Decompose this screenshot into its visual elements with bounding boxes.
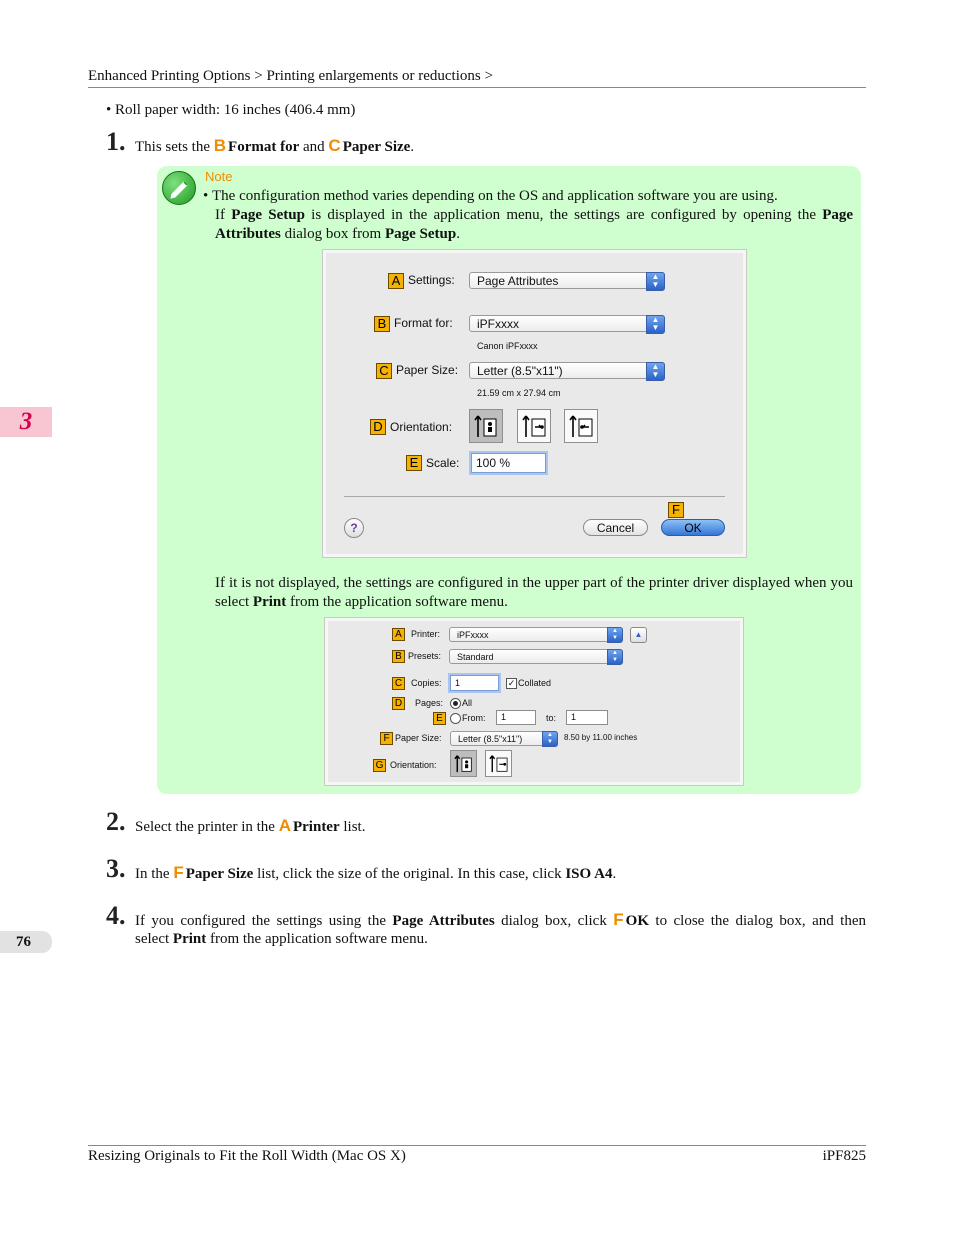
- settings-popup[interactable]: [469, 272, 665, 289]
- breadcrumb-link-enlargements[interactable]: Printing enlargements or reductions: [266, 68, 481, 84]
- marker-c: C: [328, 136, 341, 155]
- cancel-button[interactable]: Cancel: [583, 519, 648, 536]
- page-setup-ref-2: Page Setup: [384, 226, 457, 242]
- paper-size-value: Letter (8.5"x11"): [458, 734, 523, 744]
- step-4-line-1: [135, 910, 866, 931]
- pages-from-label: From:: [462, 713, 486, 723]
- step-2-end: list.: [343, 819, 366, 835]
- breadcrumb-separator: >: [484, 68, 493, 84]
- note-text: from the application software menu.: [289, 594, 508, 610]
- step-1-end: .: [410, 139, 415, 155]
- marker-b: B: [213, 136, 227, 155]
- marker-b: B: [374, 316, 390, 332]
- presets-value: Standard: [457, 652, 494, 662]
- popup-arrows-icon: ▲ ▼: [607, 627, 623, 643]
- pencil-icon: [162, 171, 196, 205]
- ok-button[interactable]: OK: [661, 519, 725, 536]
- scale-label: Scale:: [426, 456, 460, 470]
- paper-size-label: Paper Size:: [396, 363, 459, 377]
- bullet-dot: •: [203, 188, 213, 204]
- step-number-4: 4.: [106, 901, 126, 930]
- step-number-1: 1.: [106, 127, 126, 156]
- breadcrumb-link-enhanced[interactable]: Enhanced Printing Options: [88, 68, 251, 84]
- paper-size-label: Paper Size:: [395, 733, 442, 743]
- step-4-end: from the application software menu.: [209, 931, 428, 947]
- marker-e: E: [433, 712, 446, 725]
- settings-label: Settings:: [408, 273, 455, 287]
- marker-f: F: [668, 502, 684, 518]
- print-dialog: [324, 617, 744, 786]
- note-line-2b: [215, 225, 460, 244]
- orientation-landscape-left-button[interactable]: [517, 409, 551, 443]
- paper-size-subtext: 21.59 cm x 27.94 cm: [477, 388, 561, 398]
- note-paragraph-2: [215, 574, 853, 612]
- roll-width-bullet: [106, 101, 355, 120]
- format-for-label: Format for: [228, 139, 300, 155]
- page-attributes-dialog: [322, 249, 747, 558]
- breadcrumb: [88, 67, 493, 86]
- note-bullet: [203, 187, 778, 206]
- page-setup-ref: Page Setup: [231, 207, 305, 223]
- step-2-text: [135, 816, 365, 837]
- step-4-mid2-a: to close the dialog box, and then: [655, 913, 866, 929]
- pages-all-radio[interactable]: [450, 698, 461, 709]
- portrait-icon: [470, 410, 502, 442]
- note-text: If it is not displayed, the settings are configured in the upper part of the printer driver displayed when you select: [215, 575, 853, 610]
- step-3-text: [135, 863, 616, 884]
- note-title: Note: [205, 169, 233, 184]
- step-4-line-2: [135, 930, 428, 949]
- marker-e: E: [406, 455, 422, 471]
- scale-input[interactable]: 100 %: [471, 453, 546, 473]
- step-1-text: [135, 136, 414, 157]
- step-3-end: .: [612, 866, 617, 882]
- pages-from-radio[interactable]: [450, 713, 461, 724]
- portrait-icon: [451, 751, 476, 776]
- paper-size-ref: Paper Size: [185, 866, 254, 882]
- popup-arrows-icon: ▲ ▼: [542, 731, 558, 747]
- footer-title: Resizing Originals to Fit the Roll Width (Mac OS X): [88, 1148, 406, 1164]
- page-number: 76: [0, 931, 52, 953]
- footer-rule: [88, 1145, 866, 1146]
- pages-to-input[interactable]: 1: [566, 710, 608, 725]
- pages-all-label: All: [462, 698, 473, 708]
- checkmark-icon: ✓: [507, 678, 516, 688]
- footer-model: iPF825: [822, 1148, 866, 1164]
- presets-label: Presets:: [408, 651, 442, 661]
- paper-size-popup[interactable]: [450, 731, 558, 746]
- popup-arrows-icon: ▲ ▼: [646, 315, 665, 334]
- bullet-dot: •: [106, 102, 116, 118]
- step-4-mid2-b: select: [135, 931, 170, 947]
- paper-size-popup[interactable]: [469, 362, 665, 379]
- header-rule: [88, 87, 866, 88]
- print-ref: Print: [172, 931, 207, 947]
- popup-arrows-icon: ▲ ▼: [646, 272, 665, 291]
- page-attributes-ref: Page Attributes: [392, 913, 495, 929]
- orientation-portrait-button[interactable]: [469, 409, 503, 443]
- note-text: .: [456, 226, 460, 242]
- paper-size-value: Letter (8.5"x11"): [477, 364, 563, 378]
- presets-popup[interactable]: [449, 649, 623, 664]
- print-ref: Print: [252, 594, 287, 610]
- marker-b: B: [392, 650, 405, 663]
- orientation-landscape-button[interactable]: [485, 750, 512, 777]
- step-4-mid: dialog box, click: [501, 913, 607, 929]
- help-button[interactable]: ?: [344, 518, 364, 538]
- triangle-up-icon: ▲: [634, 630, 643, 639]
- step-3-pre: In the: [135, 866, 170, 882]
- format-for-value: iPFxxxx: [477, 317, 519, 331]
- orientation-label: Orientation:: [390, 760, 437, 770]
- pages-from-input[interactable]: 1: [496, 710, 536, 725]
- marker-f: F: [613, 910, 624, 929]
- marker-f: F: [380, 732, 393, 745]
- step-4-pre: If you configured the settings using the: [135, 913, 386, 929]
- landscape-left-icon: [518, 410, 550, 442]
- paper-size-label: Paper Size: [342, 139, 411, 155]
- breadcrumb-separator: >: [254, 68, 263, 84]
- chapter-tab[interactable]: 3: [0, 407, 52, 437]
- step-2-pre: Select the printer in the: [135, 819, 275, 835]
- copies-input[interactable]: 1: [450, 675, 499, 691]
- marker-c: C: [376, 363, 392, 379]
- step-number-2: 2.: [106, 807, 126, 836]
- note-text: is displayed in the application menu, the settings are configured by opening the: [311, 207, 816, 223]
- format-for-subtext: Canon iPFxxxx: [477, 341, 538, 351]
- marker-a: A: [388, 273, 404, 289]
- marker-d: D: [370, 419, 386, 435]
- marker-g: G: [373, 759, 386, 772]
- roll-width-text: Roll paper width: 16 inches (406.4 mm): [115, 102, 356, 118]
- iso-a4-ref: ISO A4: [565, 866, 613, 882]
- note-text: dialog box from: [284, 226, 382, 242]
- marker-a: A: [392, 628, 405, 641]
- settings-value: Page Attributes: [477, 274, 559, 288]
- popup-arrows-icon: ▲ ▼: [607, 649, 623, 665]
- radio-dot-icon: [453, 701, 458, 706]
- marker-a: A: [278, 816, 291, 835]
- printer-label: Printer:: [411, 629, 441, 639]
- orientation-label: Orientation:: [390, 420, 453, 434]
- dialog-divider: [344, 496, 725, 497]
- orientation-landscape-right-button[interactable]: [564, 409, 598, 443]
- note-line-2a: [215, 206, 853, 225]
- collated-checkbox[interactable]: [506, 678, 517, 689]
- page-ref-1: Page: [822, 207, 853, 223]
- step-3-mid: list, click the size of the original. In this case, click: [257, 866, 562, 882]
- collated-label: Collated: [518, 678, 552, 688]
- expand-dialog-button[interactable]: [630, 627, 647, 643]
- marker-d: D: [392, 697, 405, 710]
- step-1-pre: This sets the: [135, 139, 210, 155]
- landscape-icon: [486, 751, 511, 776]
- step-number-3: 3.: [106, 854, 126, 883]
- printer-value: iPFxxxx: [457, 630, 489, 640]
- orientation-portrait-button[interactable]: [450, 750, 477, 777]
- landscape-right-icon: [565, 410, 597, 442]
- attributes-ref: Attributes: [215, 226, 281, 242]
- printer-ref: Printer: [292, 819, 340, 835]
- marker-f: F: [173, 863, 184, 882]
- paper-dimensions: 8.50 by 11.00 inches: [564, 733, 638, 742]
- copies-label: Copies:: [411, 678, 442, 688]
- marker-c: C: [392, 677, 405, 690]
- pages-label: Pages:: [415, 698, 444, 708]
- format-for-label: Format for:: [394, 316, 453, 330]
- popup-arrows-icon: ▲ ▼: [646, 362, 665, 381]
- printer-popup[interactable]: [449, 627, 623, 642]
- ok-ref: OK: [625, 913, 649, 929]
- format-for-popup[interactable]: [469, 315, 665, 332]
- note-text: If: [215, 207, 225, 223]
- note-bullet-text: The configuration method varies depending on the OS and application software you are using.: [212, 188, 778, 204]
- pages-to-label: to:: [546, 713, 557, 723]
- step-1-mid: and: [303, 139, 325, 155]
